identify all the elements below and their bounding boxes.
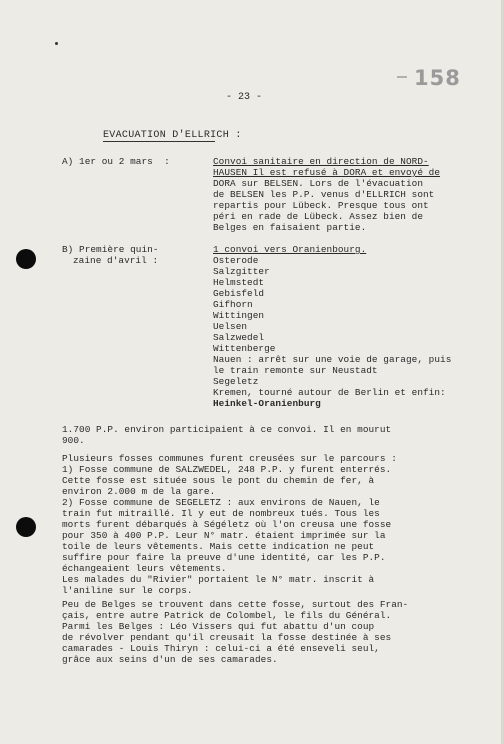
route-stop: Osterode [213, 255, 259, 266]
route-stop: le train remonte sur Neustadt [213, 365, 378, 376]
entry-b-convoy: 1 convoi vers Oranienbourg. [213, 244, 367, 255]
page-mark [55, 42, 58, 45]
heading-underline [103, 141, 215, 142]
entry-a-line: Convoi sanitaire en direction de NORD- [213, 156, 429, 167]
route-stop: Gebisfeld [213, 288, 265, 299]
route-stop: Salzgitter [213, 266, 270, 277]
route-stop: Uelsen [213, 321, 248, 332]
route-stop: Kremen, tourné autour de Berlin et enfin: [213, 387, 446, 398]
body-line: pour 350 à 400 P.P. Leur N° matr. étaient imprimée sur la [62, 530, 386, 541]
body-line: camarades - Louis Thiryn : celui-ci a été enseveli seul, [62, 643, 380, 654]
body-line: toile de leurs vêtements. Mais cette indication ne peut [62, 541, 375, 552]
body-line: 900. [62, 435, 85, 446]
entry-a-line: repartis pour Lübeck. Presque tous ont [213, 200, 429, 211]
body-line: échangeaient leurs vêtements. [62, 563, 227, 574]
body-line: Cette fosse est située sous le pont du chemin de fer, à [62, 475, 375, 486]
body-line: 2) Fosse commune de SEGELETZ : aux environs de Nauen, le [62, 497, 380, 508]
entry-a-line: Belges en faisaient partie. [213, 222, 367, 233]
route-stop: Salzwedel [213, 332, 265, 343]
body-line: l'aniline sur le corps. [62, 585, 193, 596]
body-line: Parmi les Belges : Léo Vissers qui fut abattu d'un coup [62, 621, 375, 632]
route-stop: Helmstedt [213, 277, 265, 288]
body-line: environ 2.000 m de la gare. [62, 486, 216, 497]
entry-b-date: zaine d'avril : [73, 255, 159, 266]
body-line: morts furent débarqués à Ségéletz où l'on creusa une fosse [62, 519, 392, 530]
entry-a-line: HAUSEN Il est refusé à DORA et envoyé de [213, 167, 441, 178]
body-line: Peu de Belges se trouvent dans cette fosse, surtout des Fran- [62, 599, 409, 610]
entry-a-line: de BELSEN les P.P. venus d'ELLRICH sont [213, 189, 435, 200]
route-stop: Heinkel-Oranienburg [213, 398, 321, 409]
body-line: de révolver pendant qu'il creusait la fosse destinée à ses [62, 632, 392, 643]
body-line: 1) Fosse commune de SALZWEDEL, 248 P.P. y furent enterrés. [62, 464, 392, 475]
route-stop: Wittenberge [213, 343, 276, 354]
punch-hole-bottom [16, 517, 36, 537]
route-stop: Wittingen [213, 310, 265, 321]
body-line: train fut mitraillé. Il y eut de nombreux tués. Tous les [62, 508, 380, 519]
folio-mark [397, 76, 407, 78]
body-line: Les malades du "Rivier" portaient le N° matr. inscrit à [62, 574, 375, 585]
body-line: çais, entre autre Patrick de Colombel, le fils du Général. [62, 610, 392, 621]
section-heading: EVACUATION D'ELLRICH : [103, 130, 242, 141]
entry-a-date: A) 1er ou 2 mars : [62, 156, 170, 167]
page-number: - 23 - [226, 92, 263, 103]
folio-number: 158 [414, 66, 461, 90]
body-line: suffire pour faire la preuve d'une identité, car les P.P. [62, 552, 386, 563]
route-stop: Nauen : arrêt sur une voie de garage, puis [213, 354, 452, 365]
body-line: grâce aux seins d'un de ses camarades. [62, 654, 278, 665]
route-stop: Segeletz [213, 376, 259, 387]
route-stop: Gifhorn [213, 299, 253, 310]
body-line: Plusieurs fosses communes furent creusées sur le parcours : [62, 453, 397, 464]
entry-b-date: B) Première quin- [62, 244, 159, 255]
punch-hole-top [16, 249, 36, 269]
body-line: 1.700 P.P. environ participaient à ce convoi. Il en mourut [62, 424, 392, 435]
entry-a-line: péri en rade de Lübeck. Assez bien de [213, 211, 424, 222]
entry-a-line: DORA sur BELSEN. Lors de l'évacuation [213, 178, 424, 189]
